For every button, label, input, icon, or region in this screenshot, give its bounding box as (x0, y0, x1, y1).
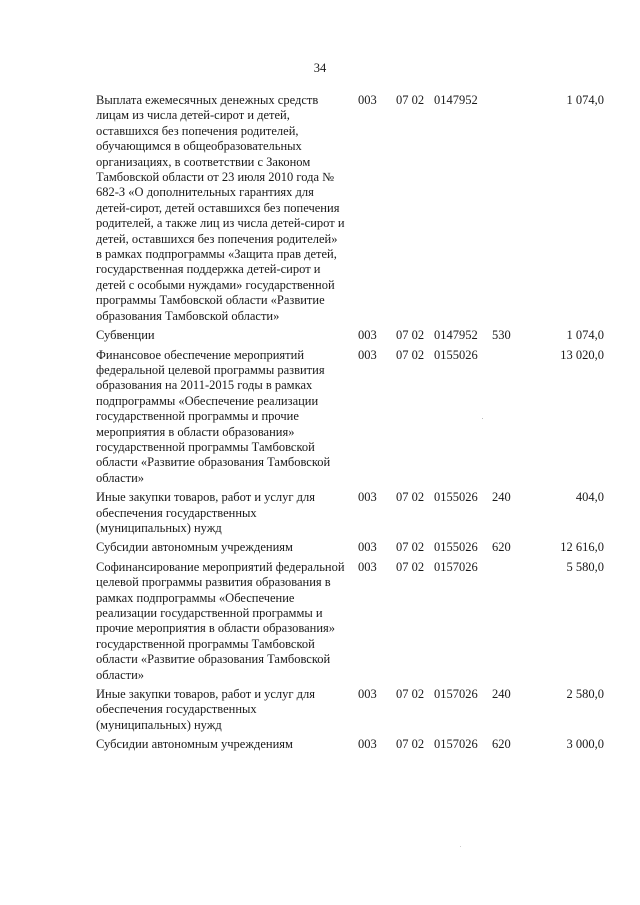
row-exp-type (492, 348, 530, 491)
row-grbs: 003 (358, 687, 377, 702)
scan-speck (482, 418, 483, 419)
table-row (96, 737, 604, 756)
table-body (96, 93, 604, 757)
row-name: Финансовое обеспечение мероприятий федеральной целевой программы развития образования на 2011-2015 годы в рамках подпрограммы «Обеспечение реализации государственной программы и прочие мероприятия в области образования» государственной программы Тамбовской области «Развитие образования Тамбовской области» (96, 347, 331, 485)
row-name: Иные закупки товаров, работ и услуг для обеспечения государственных (муниципальных) нужд (96, 687, 316, 732)
row-target: 0155026 (434, 490, 478, 505)
row-exp-type (492, 560, 530, 687)
row-exp-type: 240 (492, 687, 511, 702)
row-exp-type: 240 (492, 490, 511, 505)
row-section: 07 02 (396, 347, 425, 362)
row-grbs: 003 (358, 737, 377, 752)
row-name: Субвенции (96, 328, 155, 343)
row-target: 0155026 (434, 347, 478, 362)
row-grbs: 003 (358, 540, 377, 555)
table-row (96, 348, 604, 491)
row-name: Выплата ежемесячных денежных средств лицам из числа детей-сирот и детей, оставшихся без попечения родителей, обучающимся в общеобразовательных организациях, в соответствии с Законом Тамбовской области от 23 июля 2010 года № 682-З «О дополнительных гарантиях для детей-сирот, детей оставшихся без попечения родителей, а также лиц из числа детей-сирот и детей, оставшихся без попечения родителей» в рамках подпрограммы «Защита прав детей, государственная поддержка детей-сирот и детей с особыми нуждами» государственной программы Тамбовской области «Развитие образования Тамбовской области» (96, 93, 345, 323)
row-amount: 1 074,0 (566, 93, 604, 107)
row-amount: 3 000,0 (566, 737, 604, 752)
table-row (96, 328, 604, 347)
row-exp-type: 620 (492, 737, 511, 752)
table-row (96, 560, 604, 687)
row-name: Субсидии автономным учреждениям (96, 737, 293, 752)
table-row (96, 93, 604, 328)
row-amount: 1 074,0 (566, 328, 604, 343)
row-section: 07 02 (396, 559, 425, 574)
table-row (96, 490, 604, 540)
row-amount: 404,0 (575, 490, 604, 505)
row-name: Софинансирование мероприятий федеральной целевой программы развития образования в рамках подпрограммы «Обеспечение реализации государственной программы и прочие мероприятия в области образования» государственной программы Тамбовской области «Развитие образования Тамбовской области» (96, 559, 345, 682)
row-amount: 12 616,0 (560, 540, 604, 555)
row-target: 0147952 (434, 93, 478, 107)
row-target: 0155026 (434, 540, 478, 555)
table-row (96, 687, 604, 737)
row-amount: 13 020,0 (560, 347, 604, 362)
row-grbs: 003 (358, 347, 377, 362)
row-grbs: 003 (358, 559, 377, 574)
row-exp-type: 620 (492, 540, 511, 555)
row-section: 07 02 (396, 93, 425, 107)
row-grbs: 003 (358, 328, 377, 343)
row-target: 0157026 (434, 559, 478, 574)
row-name: Иные закупки товаров, работ и услуг для обеспечения государственных (муниципальных) нужд (96, 490, 316, 535)
budget-table (96, 93, 604, 757)
row-target: 0157026 (434, 687, 478, 702)
row-section: 07 02 (396, 737, 425, 752)
row-section: 07 02 (396, 328, 425, 343)
row-grbs: 003 (358, 490, 377, 505)
row-section: 07 02 (396, 490, 425, 505)
row-section: 07 02 (396, 687, 425, 702)
row-target: 0147952 (434, 328, 478, 343)
row-target: 0157026 (434, 737, 478, 752)
scan-speck (460, 846, 461, 847)
row-section: 07 02 (396, 540, 425, 555)
row-grbs: 003 (358, 93, 377, 107)
row-amount: 2 580,0 (566, 687, 604, 702)
row-exp-type (492, 93, 530, 328)
row-exp-type: 530 (492, 328, 511, 343)
row-amount: 5 580,0 (566, 559, 604, 574)
table-row (96, 540, 604, 559)
page-number: 34 (313, 61, 327, 75)
row-name: Субсидии автономным учреждениям (96, 540, 293, 555)
